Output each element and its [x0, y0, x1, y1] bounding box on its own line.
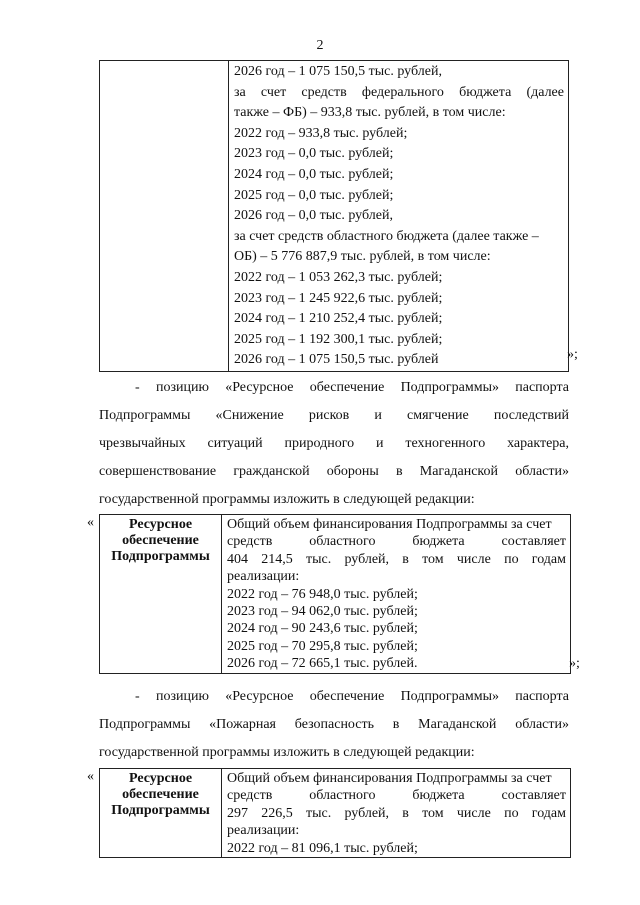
funding-line: средств областного бюджета составляет: [227, 534, 566, 550]
paragraph-line: совершенствование гражданской обороны в Магаданской области»: [99, 464, 569, 479]
funding-line: ОБ) – 5 776 887,9 тыс. рублей, в том числе:: [234, 249, 491, 265]
funding-line: 2022 год – 81 096,1 тыс. рублей;: [227, 840, 418, 856]
funding-line: 2023 год – 1 245 922,6 тыс. рублей;: [234, 290, 443, 306]
funding-line: 297 226,5 тыс. рублей, в том числе по годам: [227, 805, 566, 821]
funding-line: 2023 год – 0,0 тыс. рублей;: [234, 146, 394, 162]
funding-line: 2026 год – 1 075 150,5 тыс. рублей: [234, 352, 439, 368]
empty-label-cell: [100, 61, 229, 372]
funding-line: 2023 год – 94 062,0 тыс. рублей;: [227, 604, 418, 620]
label-cell: [100, 769, 222, 858]
funding-line: реализации:: [227, 569, 300, 585]
funding-line: 2026 год – 0,0 тыс. рублей,: [234, 208, 393, 224]
funding-table-continuation: [99, 60, 569, 372]
funding-line: 404 214,5 тыс. рублей, в том числе по годам: [227, 551, 566, 567]
label-cell: [100, 515, 222, 674]
paragraph-line: Подпрограммы «Снижение рисков и смягчение последствий: [99, 408, 569, 423]
resource-provision-table: [99, 514, 571, 674]
funding-line: 2024 год – 1 210 252,4 тыс. рублей;: [234, 311, 443, 327]
funding-line: 2025 год – 70 295,8 тыс. рублей;: [227, 638, 418, 654]
funding-line: за счет средств областного бюджета (далее также –: [234, 228, 539, 244]
funding-line: 2026 год – 72 665,1 тыс. рублей.: [227, 656, 418, 672]
funding-details-cell: [229, 61, 569, 372]
funding-details-cell: [222, 515, 571, 674]
funding-line: 2025 год – 0,0 тыс. рублей;: [234, 187, 394, 203]
funding-line: средств областного бюджета составляет: [227, 788, 566, 804]
paragraph-line: Подпрограммы «Пожарная безопасность в Магаданской области»: [99, 717, 569, 732]
funding-line: 2022 год – 76 948,0 тыс. рублей;: [227, 586, 418, 602]
amendment-paragraph: [99, 683, 569, 767]
resource-provision-table: [99, 768, 571, 858]
closing-quote: »;: [567, 347, 578, 362]
paragraph-line: государственной программы изложить в следующей редакции:: [99, 492, 475, 507]
opening-quote: «: [87, 515, 94, 530]
opening-quote: «: [87, 769, 94, 784]
funding-line: 2025 год – 1 192 300,1 тыс. рублей;: [234, 331, 443, 347]
paragraph-line: чрезвычайных ситуаций природного и техногенного характера,: [99, 436, 569, 451]
resource-provision-label: Ресурсное обеспечение Подпрограммы: [111, 517, 210, 564]
funding-line: Общий объем финансирования Подпрограммы за счет: [227, 517, 552, 532]
paragraph-line: государственной программы изложить в следующей редакции:: [99, 745, 475, 760]
funding-line: за счет средств федерального бюджета (далее: [234, 84, 564, 100]
funding-line: реализации:: [227, 823, 300, 839]
amendment-paragraph: [99, 374, 569, 514]
funding-line: 2022 год – 1 053 262,3 тыс. рублей;: [234, 269, 443, 285]
funding-details-cell: [222, 769, 571, 858]
paragraph-line: - позицию «Ресурсное обеспечение Подпрограммы» паспорта: [135, 689, 569, 704]
funding-line: 2022 год – 933,8 тыс. рублей;: [234, 125, 408, 141]
funding-line: 2024 год – 90 243,6 тыс. рублей;: [227, 621, 418, 637]
page-number: 2: [316, 38, 324, 53]
funding-line: также – ФБ) – 933,8 тыс. рублей, в том числе:: [234, 105, 506, 121]
funding-line: Общий объем финансирования Подпрограммы за счет: [227, 771, 552, 786]
paragraph-line: - позицию «Ресурсное обеспечение Подпрограммы» паспорта: [135, 380, 569, 395]
funding-line: 2026 год – 1 075 150,5 тыс. рублей,: [234, 64, 442, 79]
resource-provision-label: Ресурсное обеспечение Подпрограммы: [111, 771, 210, 818]
funding-line: 2024 год – 0,0 тыс. рублей;: [234, 166, 394, 182]
closing-quote: »;: [569, 656, 580, 671]
